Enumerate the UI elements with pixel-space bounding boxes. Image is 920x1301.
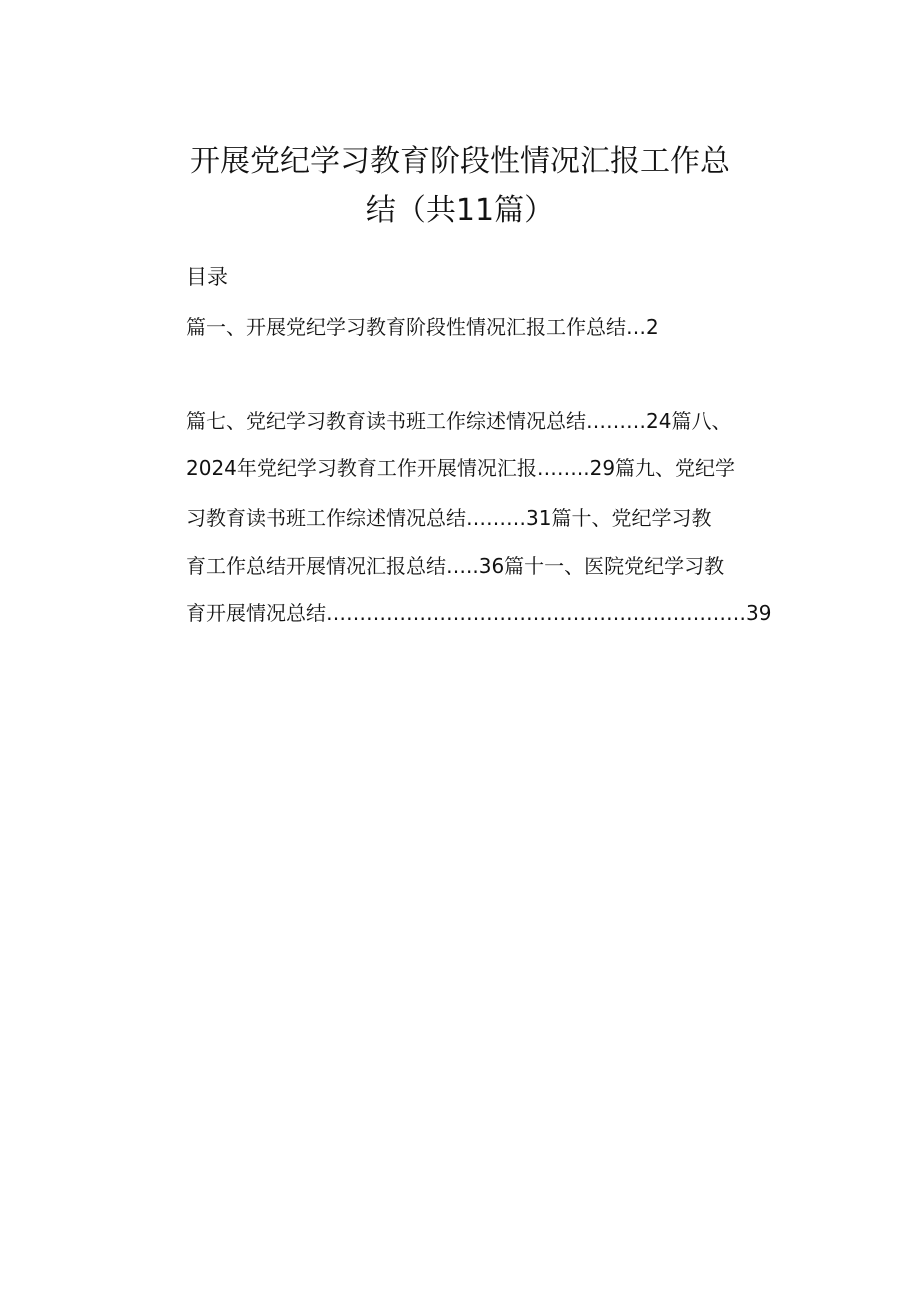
toc-heading: 目录 [186, 265, 228, 289]
toc-line[interactable]: 育开展情况总结………………………………………………………39 [186, 601, 772, 625]
toc-line[interactable]: 习教育读书班工作综述情况总结………31篇十、党纪学习教 [186, 506, 712, 530]
document-title-line-2: 结（共11篇） [365, 193, 555, 228]
toc-line[interactable]: 育工作总结开展情况汇报总结…..36篇十一、医院党纪学习教 [186, 554, 725, 578]
document-title-line-1: 开展党纪学习教育阶段性情况汇报工作总 [190, 144, 730, 179]
toc-line[interactable]: 2024年党纪学习教育工作开展情况汇报……..29篇九、党纪学 [186, 456, 736, 480]
toc-line[interactable]: 篇七、党纪学习教育读书班工作综述情况总结………24篇八、 [186, 409, 732, 433]
toc-line[interactable]: 篇一、开展党纪学习教育阶段性情况汇报工作总结…2 [186, 315, 659, 339]
